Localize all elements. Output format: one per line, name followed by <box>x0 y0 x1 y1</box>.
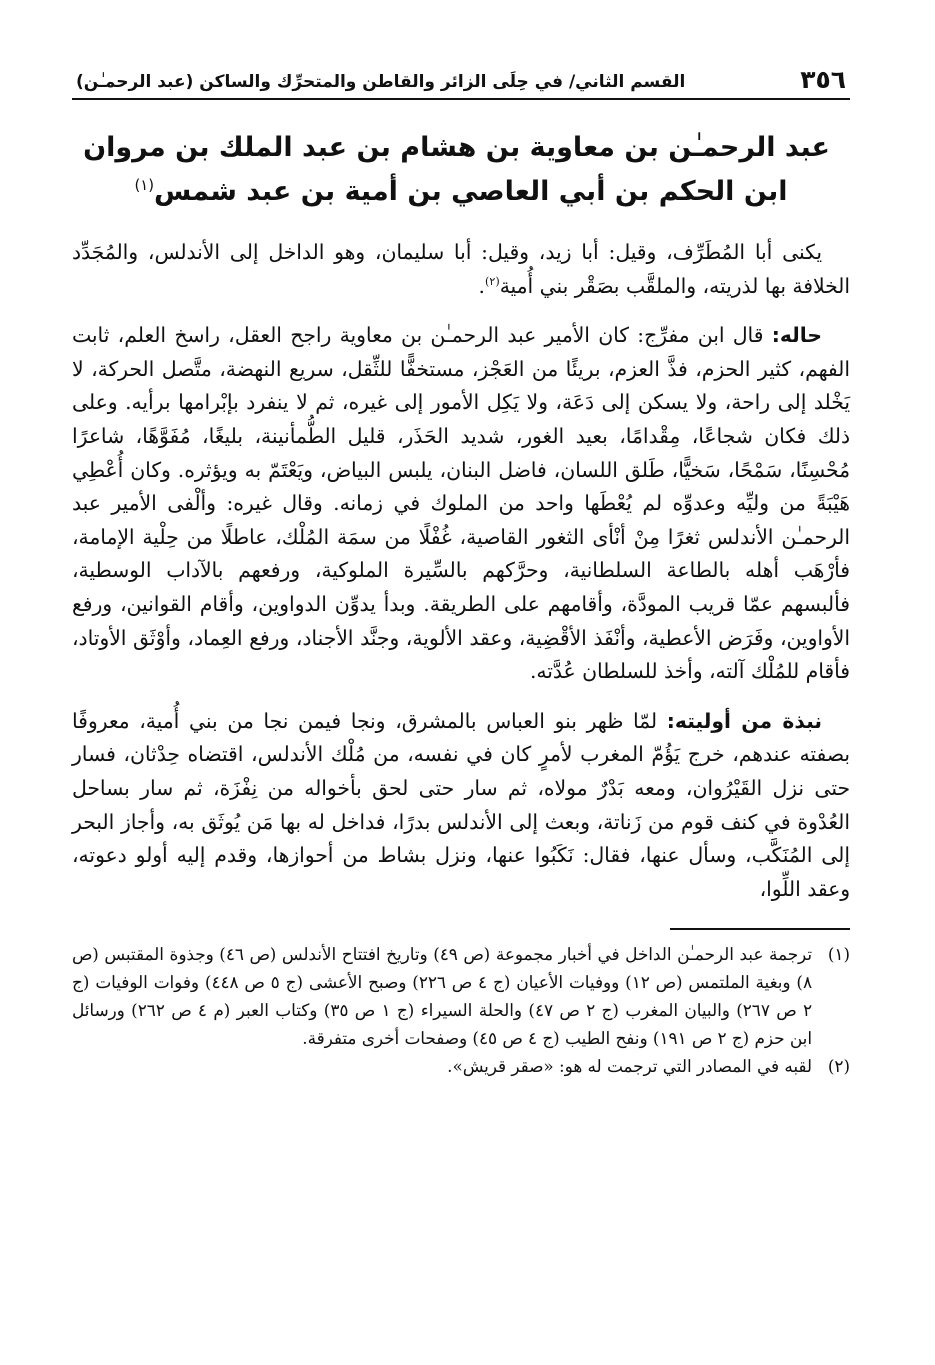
paragraph-lead-heading: نبذة من أوليته: <box>666 708 823 733</box>
book-page <box>72 52 850 1342</box>
footnote-text: ترجمة عبد الرحمـٰن الداخل في أخبار مجموعة (ص ٤٩) وتاريخ افتتاح الأندلس (ص ٤٦) وجذوة المقتبس (ص ٨) وبغية الملتمس (ص ١٢) ووفيات الأعيان (ج ٤ ص ٢٢٦) وصبح الأعشى (ج ٥ ص ٤٤٨) وفوات الوفيات (ج ٢ ص ٢٦٧) والبيان المغرب (ج ٢ ص ٤٧) والحلة السيراء (ج ١ ص ٣٥) وكتاب العبر (م ٤ ص ٢٦٢) ورسائل ابن حزم (ج ٢ ص ١٩١) ونفح الطيب (ج ٤ ص ٤٥) وصفحات أخرى متفرقة. <box>72 944 812 1049</box>
footnote-reference-2[interactable]: (٢) <box>484 274 500 288</box>
paragraph-tail: . <box>478 273 485 298</box>
footnotes <box>72 940 850 1080</box>
entry-title-line-1: عبد الرحمـٰن بن معاوية بن هشام بن عبد الملك بن مروان <box>83 132 830 163</box>
paragraph-kunya <box>72 236 850 303</box>
footnote-number: (١) <box>827 944 850 965</box>
footnote-1 <box>72 940 850 1052</box>
paragraph-his-state <box>72 319 850 689</box>
paragraph-text: لمّا ظهر بنو العباس بالمشرق، ونجا فيمن نجا من بني أُمية، معروفًا بصفته عندهم، خرج يَؤُمّ المغرب لأمرٍ كان في نفسه، من مُلْك الأندلس، اقتضاه حِدْثان، فسار حتى نزل القَيْرُوان، ومعه بَدْرٌ مولاه، ثم سار حتى لحق بأخواله من نِفْزَة، ثم سار بساحل العُدْوة في كنف قوم من زَناتة، وبعث إلى الأندلس بدرًا، فداخل له بها مَن يُوثَق به، وأجاز البحر إلى المُنَكَّب، وسأل عنها، فقال: نَكَبُوا عنها، ونزل بشاط من أحوازها، وقدم إليه أولو دعوته، وعقد اللِّوا، <box>72 708 850 901</box>
page-number: ٣٥٦ <box>800 65 846 94</box>
body-text <box>72 236 850 906</box>
paragraph-origins <box>72 705 850 907</box>
footnote-text: لقبه في المصادر التي ترجمت له هو: «صقر قريش». <box>447 1056 812 1077</box>
footnote-reference-1[interactable]: (١) <box>134 176 155 194</box>
footnote-separator <box>670 928 850 930</box>
paragraph-lead-heading: حاله: <box>771 323 822 348</box>
running-section-title: القسم الثاني/ في حِلَى الزائر والقاطن والمتحرِّك والساكن (عبد الرحمـٰن) <box>76 71 686 92</box>
running-header <box>72 52 850 100</box>
entry-title <box>83 126 830 214</box>
paragraph-text: يكنى أبا المُطَرِّف، وقيل: أبا زيد، وقيل: أبا سليمان، وهو الداخل إلى الأندلس، والمُجَدِّد الخلافة بها لذريته، والملقَّب بصَقْر بني أُمية <box>72 240 850 298</box>
footnote-number: (٢) <box>827 1056 850 1077</box>
paragraph-text: قال ابن مفرِّج: كان الأمير عبد الرحمـٰن بن معاوية راجح العقل، راسخ العلم، ثابت الفهم، كثير الحزم، فذَّ العزم، بريئًا من العَجْز، مستخفًّا للثِّقل، سريع النهضة، متَّصل الحركة، لا يَخْلد إلى راحة، ولا يسكن إلى دَعَة، ولا يَكِل الأمور إلى غيره، ثم لا ينفرد بإبْرامها برأيه. وعلى ذلك فكان شجاعًا، مِقْدامًا، بعيد الغور، شديد الحَذَر، قليل الطُّمأنينة، بليغًا، مُفَوَّهًا، شاعرًا مُحْسِنًا، سَمْحًا، سَخيًّا، طَلق اللسان، فاضل البنان، يلبس البياض، ويَعْتَمّ به ويؤثره. وكان أُعْطِي هَيْبَةً من وليِّه وعدوِّه لم يُعْطَها واحد من الملوك في زمانه. وقال غيره: وألْفى الأمير عبد الرحمـٰن الأندلس ثغرًا مِنْ أنْأى الثغور القاصية، غُفْلًا من سمَة المُلْك، عاطلًا من حِلْية الإمامة، فأرْهَب أهله بالطاعة السلطانية، وحرَّكهم بالسِّيرة الملوكية، ورفعهم بالآداب الوسطية، فألبسهم عمّا قريب المودَّة، وأقامهم على الطريقة. وبدأ يدوِّن الدواوين، وأقام القوانين، ورفع الأواوين، وفَرَض الأعطية، وأنْفَذ الأقْضِية، وعقد الألوية، وجنَّد الأجناد، ورفع العِماد، وأوْثَق الأوتاد، فأقام للمُلْك آلته، وأخذ للسلطان عُدَّته. <box>72 323 850 684</box>
entry-title-line-2: ابن الحكم بن أبي العاصي بن أمية بن عبد شمس <box>154 176 788 207</box>
entry-title-line-2-wrapper <box>92 170 830 214</box>
footnote-2 <box>72 1052 850 1080</box>
